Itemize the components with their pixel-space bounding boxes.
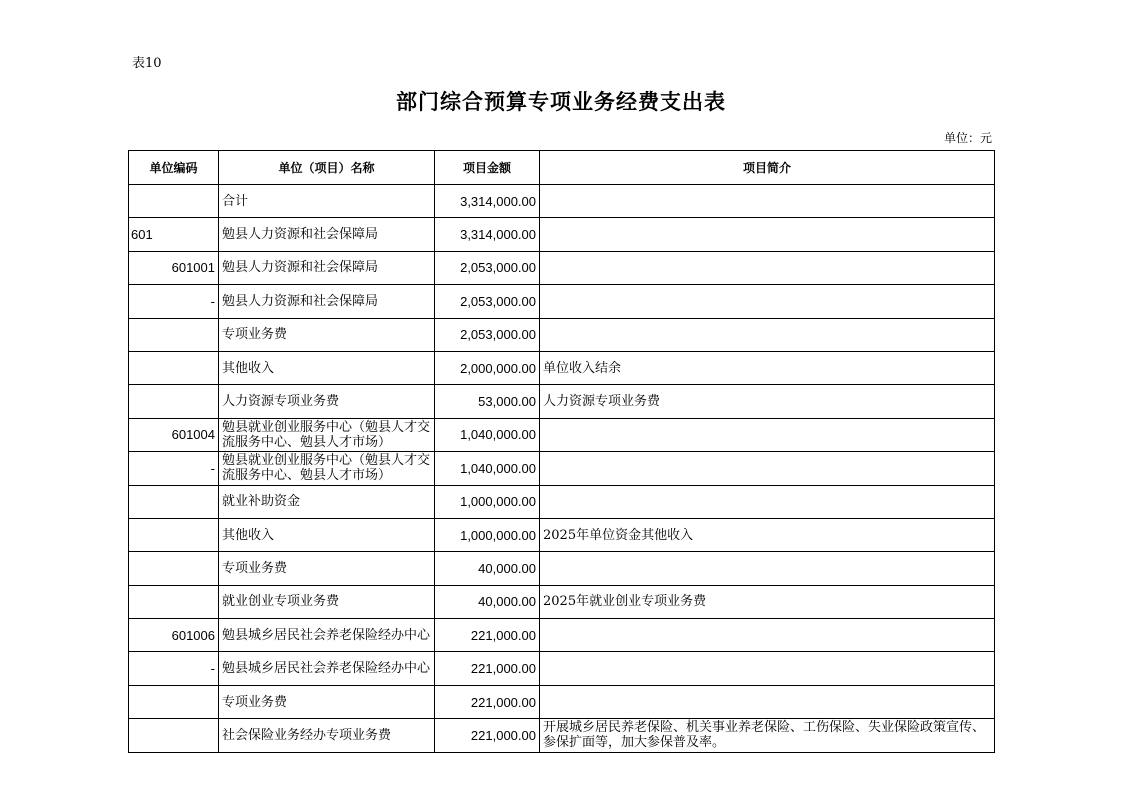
table-row [129, 518, 995, 551]
unit-name-cell: 勉县人力资源和社会保障局 [219, 285, 435, 318]
column-header-unit-name: 单位（项目）名称 [219, 151, 435, 185]
unit-code-cell [129, 719, 219, 752]
amount-cell: 2,053,000.00 [435, 318, 540, 351]
column-header-description: 项目简介 [540, 151, 995, 185]
description-cell [540, 218, 995, 251]
description-cell [540, 652, 995, 685]
unit-code-cell: - [129, 452, 219, 485]
unit-name-cell: 勉县人力资源和社会保障局 [219, 251, 435, 284]
table-row [129, 251, 995, 284]
amount-cell: 2,053,000.00 [435, 251, 540, 284]
unit-name-cell: 人力资源专项业务费 [219, 385, 435, 418]
page-title: 部门综合预算专项业务经费支出表 [396, 89, 726, 114]
unit-code-cell: 601004 [129, 418, 219, 451]
description-cell: 开展城乡居民养老保险、机关事业养老保险、工伤保险、失业保险政策宣传、参保扩面等，加大参保普及率。 [540, 719, 995, 752]
description-cell [540, 685, 995, 718]
amount-cell: 221,000.00 [435, 652, 540, 685]
budget-table [128, 150, 995, 753]
unit-code-cell [129, 485, 219, 518]
table-row [129, 418, 995, 451]
table-header-row [129, 151, 995, 185]
table-row [129, 552, 995, 585]
unit-name-cell: 专项业务费 [219, 318, 435, 351]
unit-code-cell [129, 318, 219, 351]
table-number: 表10 [132, 56, 162, 71]
table-row [129, 185, 995, 218]
unit-name-cell: 就业补助资金 [219, 485, 435, 518]
amount-cell: 2,000,000.00 [435, 351, 540, 384]
table-row [129, 685, 995, 718]
unit-name-cell: 其他收入 [219, 351, 435, 384]
unit-name-cell: 勉县就业创业服务中心（勉县人才交流服务中心、勉县人才市场） [219, 418, 435, 451]
unit-code-cell: 601 [129, 218, 219, 251]
unit-name-cell: 勉县城乡居民社会养老保险经办中心 [219, 652, 435, 685]
unit-code-cell [129, 552, 219, 585]
unit-code-cell: - [129, 285, 219, 318]
amount-cell: 3,314,000.00 [435, 218, 540, 251]
description-cell: 单位收入结余 [540, 351, 995, 384]
unit-code-cell: - [129, 652, 219, 685]
amount-cell: 1,040,000.00 [435, 418, 540, 451]
column-header-amount: 项目金额 [435, 151, 540, 185]
unit-name-cell: 合计 [219, 185, 435, 218]
amount-cell: 53,000.00 [435, 385, 540, 418]
unit-name-cell: 勉县城乡居民社会养老保险经办中心 [219, 619, 435, 652]
amount-cell: 40,000.00 [435, 552, 540, 585]
unit-code-cell: 601001 [129, 251, 219, 284]
table-row [129, 452, 995, 485]
table-row [129, 485, 995, 518]
table-row [129, 385, 995, 418]
amount-cell: 3,314,000.00 [435, 185, 540, 218]
unit-code-cell [129, 585, 219, 618]
unit-name-cell: 专项业务费 [219, 552, 435, 585]
table-row [129, 218, 995, 251]
description-cell [540, 318, 995, 351]
unit-name-cell: 专项业务费 [219, 685, 435, 718]
unit-name-cell: 就业创业专项业务费 [219, 585, 435, 618]
table-row [129, 652, 995, 685]
amount-cell: 221,000.00 [435, 619, 540, 652]
unit-code-cell [129, 685, 219, 718]
description-cell: 人力资源专项业务费 [540, 385, 995, 418]
description-cell [540, 251, 995, 284]
description-cell [540, 552, 995, 585]
description-cell [540, 418, 995, 451]
table-row [129, 351, 995, 384]
column-header-unit-code: 单位编码 [129, 151, 219, 185]
unit-name-cell: 其他收入 [219, 518, 435, 551]
unit-code-cell: 601006 [129, 619, 219, 652]
unit-label: 单位：元 [943, 131, 992, 145]
unit-code-cell [129, 185, 219, 218]
unit-code-cell [129, 351, 219, 384]
amount-cell: 221,000.00 [435, 719, 540, 752]
table-row [129, 619, 995, 652]
description-cell: 2025年就业创业专项业务费 [540, 585, 995, 618]
description-cell [540, 185, 995, 218]
unit-code-cell [129, 518, 219, 551]
amount-cell: 221,000.00 [435, 685, 540, 718]
amount-cell: 1,040,000.00 [435, 452, 540, 485]
amount-cell: 1,000,000.00 [435, 518, 540, 551]
table-row [129, 719, 995, 752]
amount-cell: 2,053,000.00 [435, 285, 540, 318]
description-cell [540, 619, 995, 652]
unit-code-cell [129, 385, 219, 418]
amount-cell: 1,000,000.00 [435, 485, 540, 518]
unit-name-cell: 勉县就业创业服务中心（勉县人才交流服务中心、勉县人才市场） [219, 452, 435, 485]
description-cell [540, 452, 995, 485]
amount-cell: 40,000.00 [435, 585, 540, 618]
table-row [129, 318, 995, 351]
table-row [129, 285, 995, 318]
unit-name-cell: 勉县人力资源和社会保障局 [219, 218, 435, 251]
description-cell: 2025年单位资金其他收入 [540, 518, 995, 551]
description-cell [540, 485, 995, 518]
description-cell [540, 285, 995, 318]
unit-name-cell: 社会保险业务经办专项业务费 [219, 719, 435, 752]
table-row [129, 585, 995, 618]
